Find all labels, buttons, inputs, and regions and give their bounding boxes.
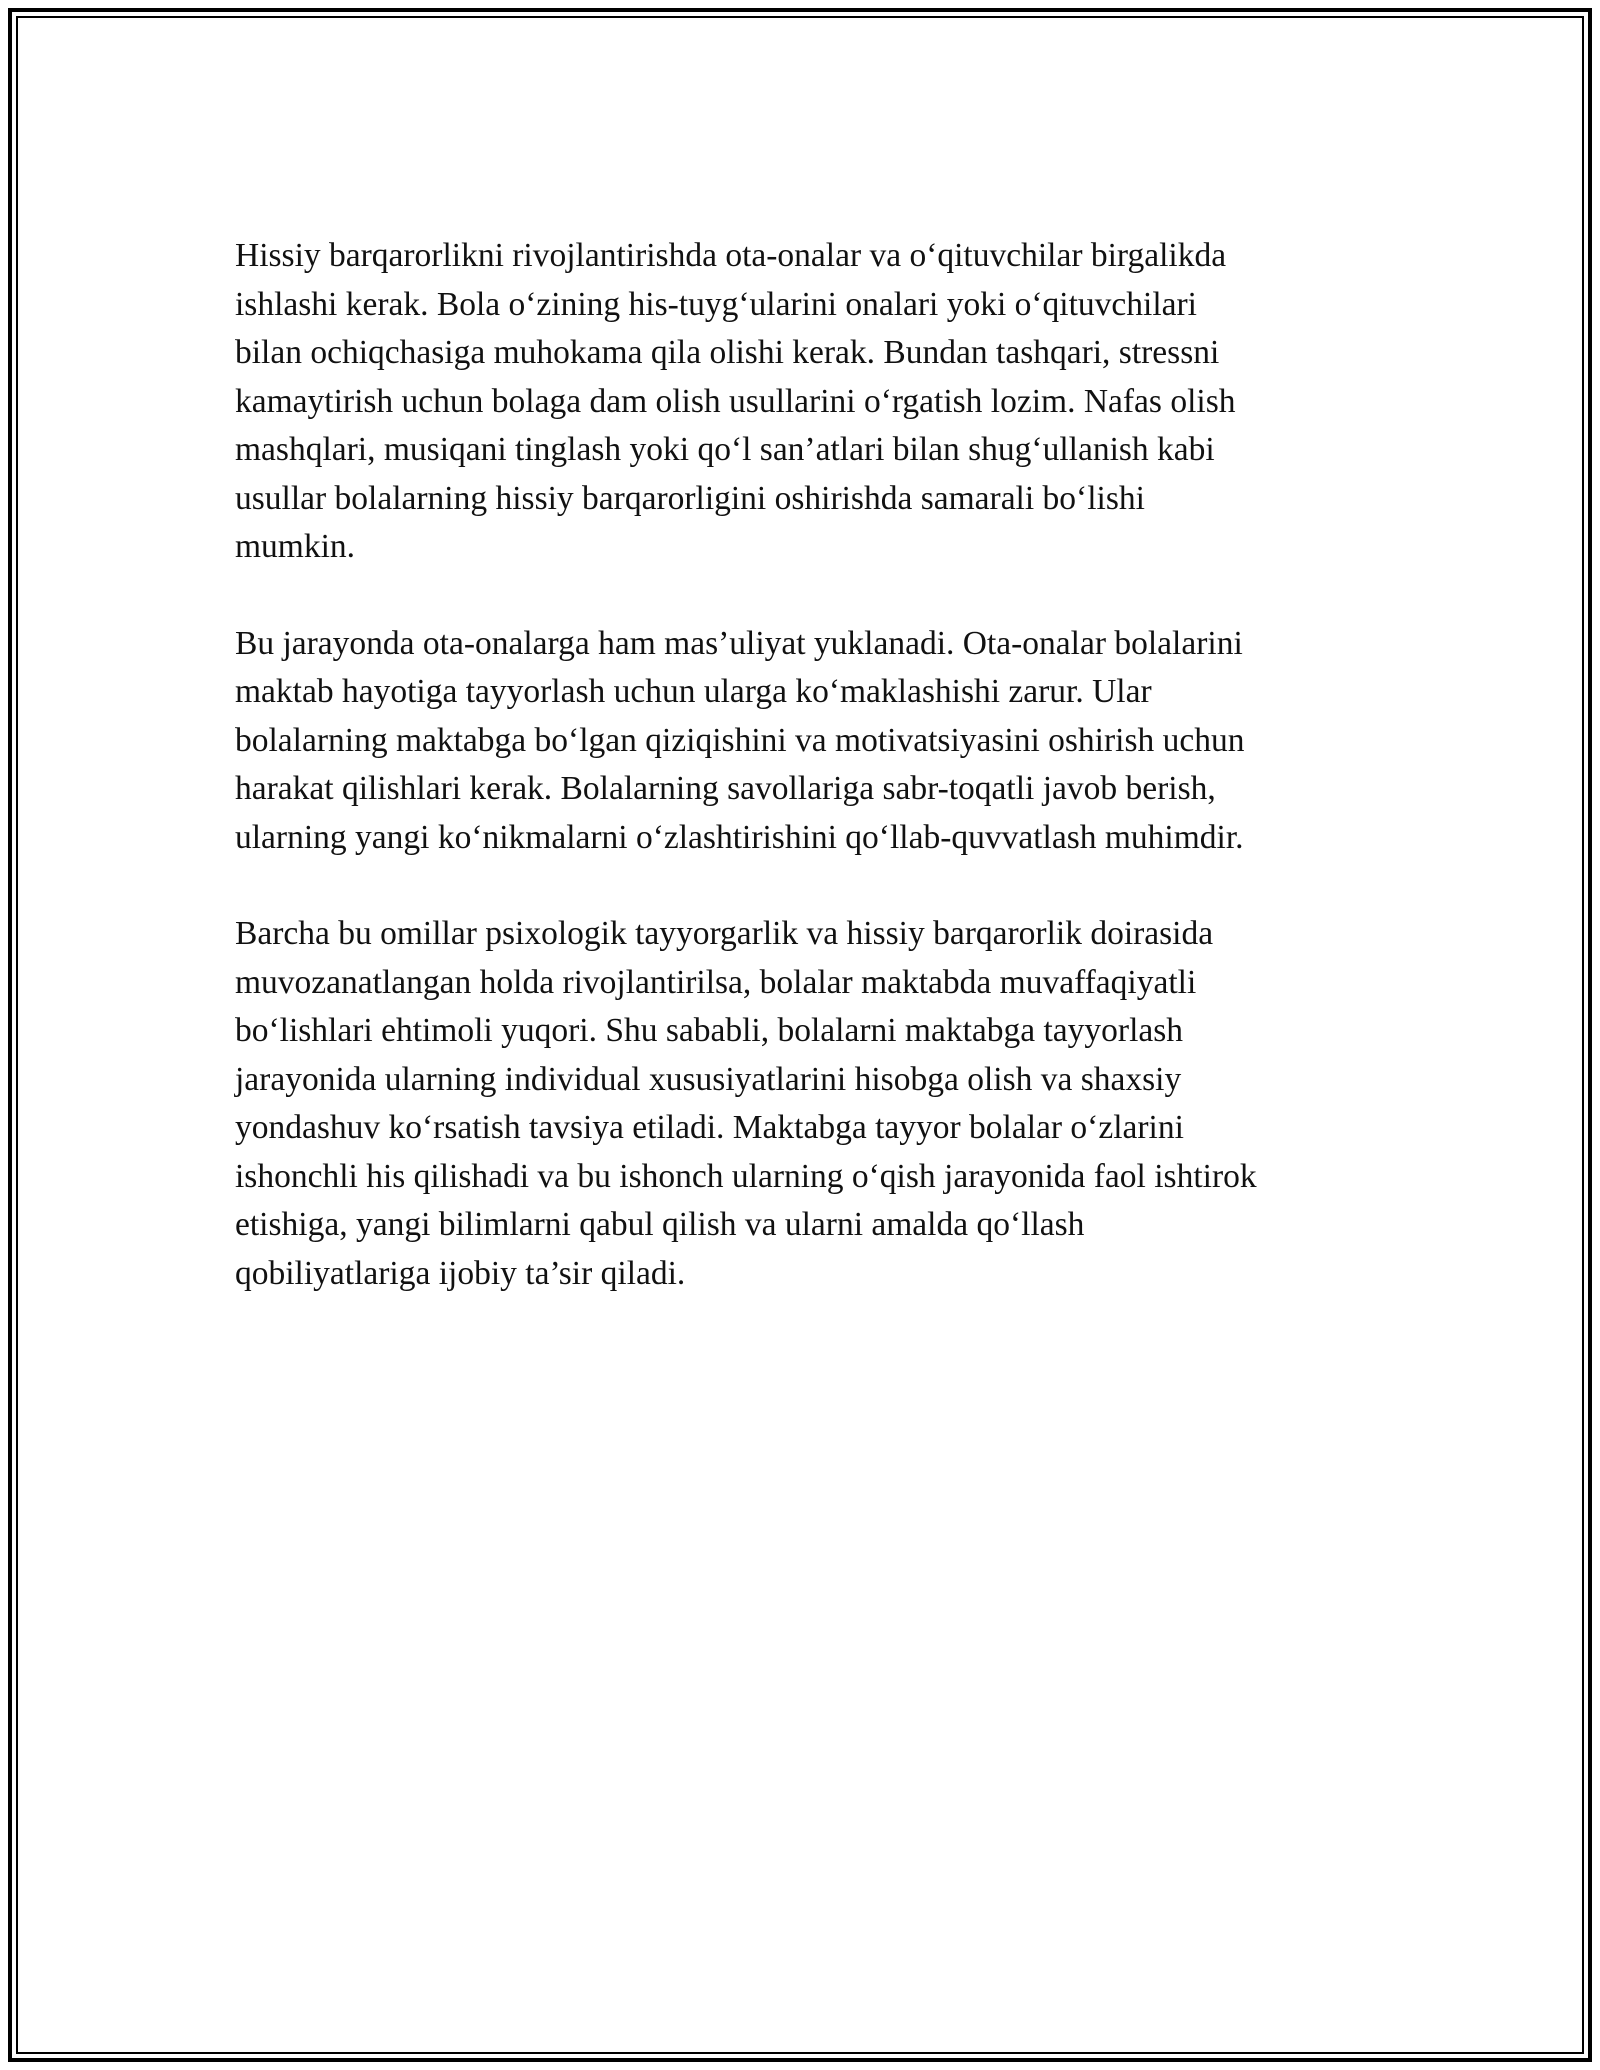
document-body — [235, 232, 1395, 1346]
paragraph-2: Bu jarayonda ota-onalarga ham mas’uliyat yuklanadi. Ota-onalar bolalarini maktab hayotiga tayyorlash uchun ularga ko‘maklashishi zarur. Ular bolalarning maktabga bo‘lgan qiziqishini va motivatsiyasini oshirish uchun harakat qilishlari kerak. Bolalarning savollariga sabr-toqatli javob berish, ularning yangi ko‘nikmalarni o‘zlashtirishini qo‘llab-quvvatlash muhimdir. — [235, 624, 1245, 856]
paragraph-3: Barcha bu omillar psixologik tayyorgarlik va hissiy barqarorlik doirasida muvozanatlangan holda rivojlantirilsa, bolalar maktabda muvaffaqiyatli bo‘lishlari ehtimoli yuqori. Shu sababli, bolalarni maktabga tayyorlash jarayonida ularning individual xususiyatlarini hisobga olish va shaxsiy yondashuv ko‘rsatish tavsiya etiladi. Maktabga tayyor bolalar o‘zlarini ishonchli his qilishadi va bu ishonch ularning o‘qish jarayonida faol ishtirok etishiga, yangi bilimlarni qabul qilish va ularni amalda qo‘llash qobiliyatlariga ijobiy ta’sir qiladi. — [235, 915, 1257, 1292]
paragraph-1: Hissiy barqarorlikni rivojlantirishda ota-onalar va o‘qituvchilar birgalikda ishlashi kerak. Bola o‘zining his-tuyg‘ularini onalari yoki o‘qituvchilari bilan ochiqchasiga muhokama qila olishi kerak. Bundan tashqari, stressni kamaytirish uchun bolaga dam olish usullarini o‘rgatish lozim. Nafas olish mashqlari, musiqani tinglash yoki qo‘l san’atlari bilan shug‘ullanish kabi usullar bolalarning hissiy barqarorligini oshirishda samarali bo‘lishi mumkin. — [235, 237, 1236, 565]
